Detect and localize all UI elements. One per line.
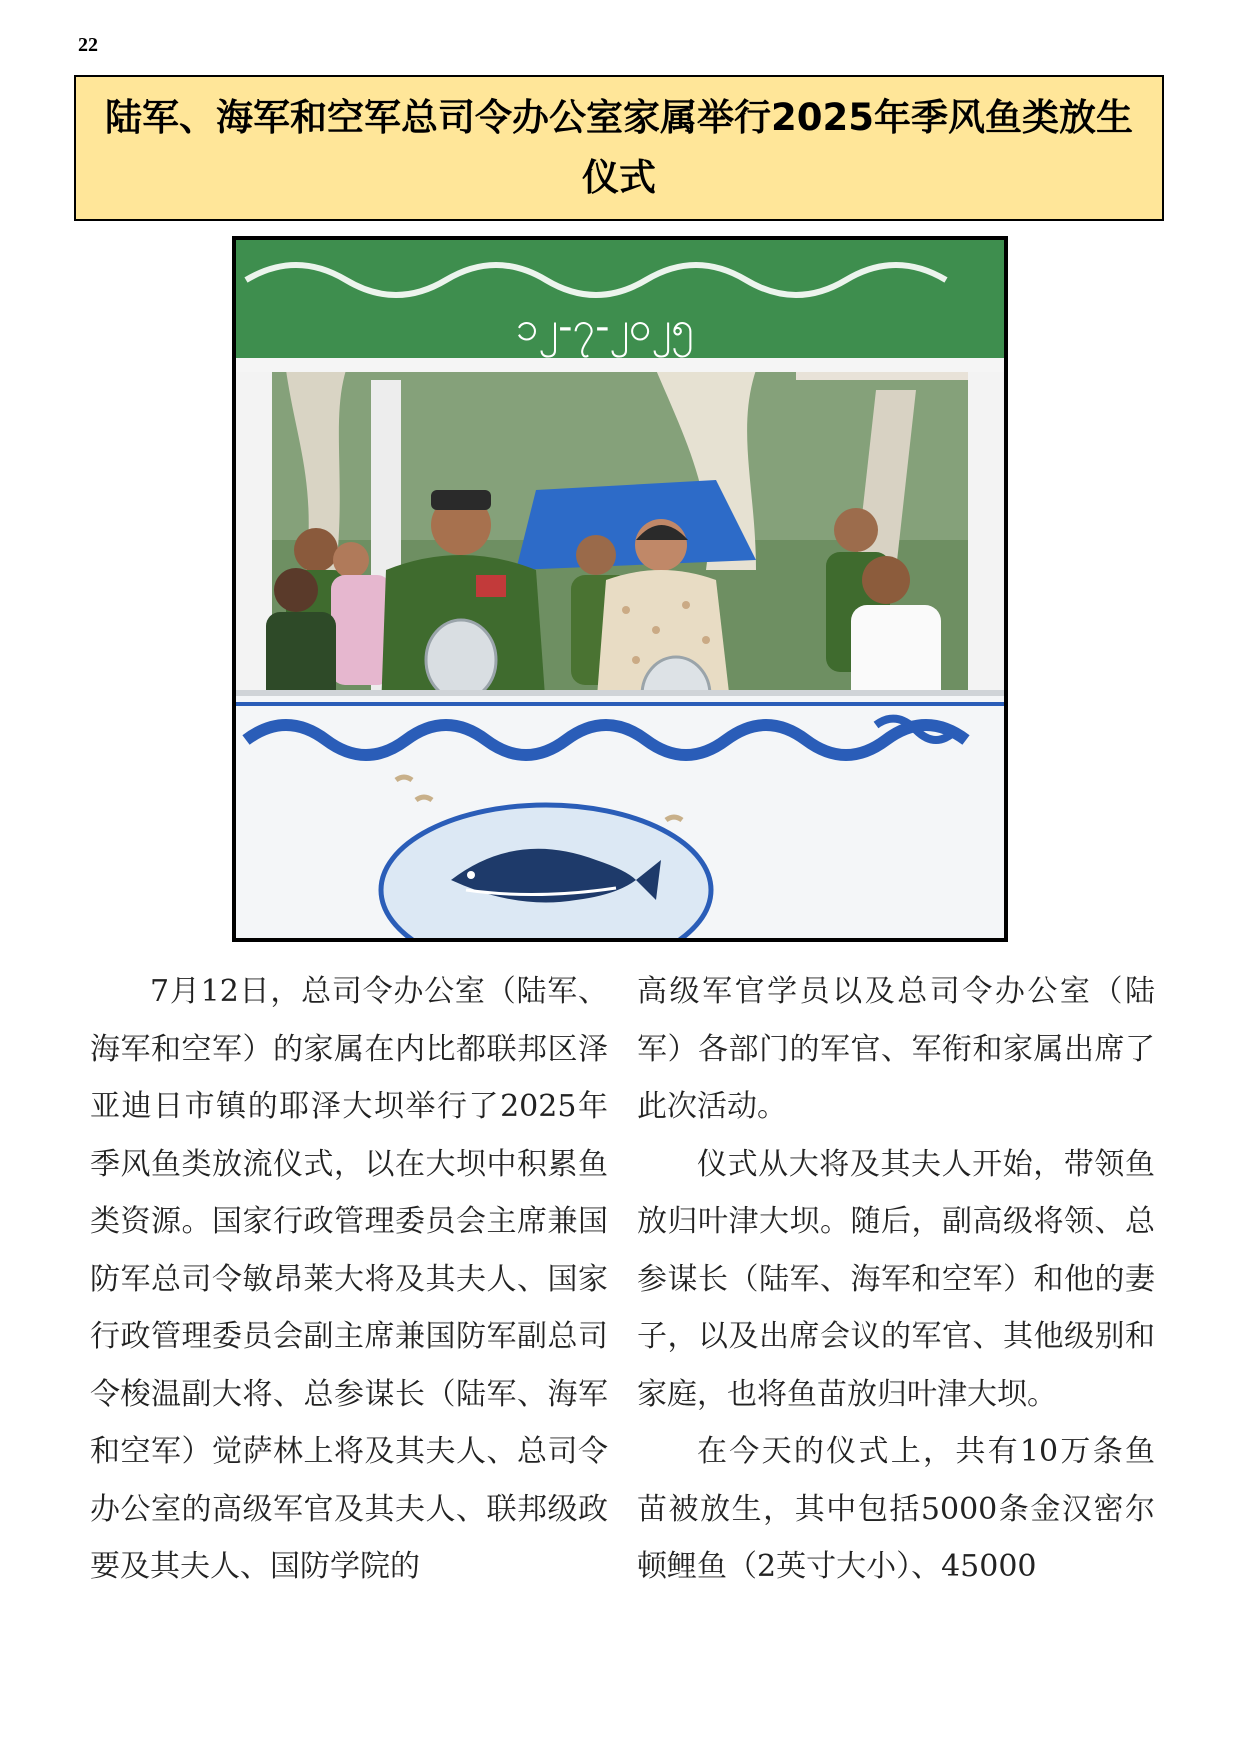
- paragraph: 7月12日，总司令办公室（陆军、海军和空军）的家属在内比都联邦区泽亚迪日市镇的耶泽大坝举行了2025年季风鱼类放流仪式，以在大坝中积累鱼类资源。国家行政管理委员会主席兼国防军总司令敏昂莱大将及其夫人、国家行政管理委员会副主席兼国防军副总司令梭温副大将、总参谋长（陆军、海军和空军）觉萨林上将及其夫人、总司令办公室的高级军官及其夫人、联邦级政要及其夫人、国防学院的: [90, 974, 608, 1584]
- banner-date: ၁၂-၇-၂၀၂၅: [516, 304, 694, 350]
- fish-release-ceremony-photo: [236, 240, 1004, 938]
- paragraph: 在今天的仪式上，共有10万条鱼苗被放生，其中包括5000条金汉密尔顿鲤鱼（2英寸大小）、45000: [637, 1434, 1155, 1584]
- paragraph: 高级军官学员以及总司令办公室（陆军）各部门的军官、军衔和家属出席了此次活动。: [637, 974, 1155, 1124]
- article-column-left: [90, 963, 608, 1596]
- page-number: 22: [78, 34, 98, 56]
- paragraph: 仪式从大将及其夫人开始，带领鱼放归叶津大坝。随后，副高级将领、总参谋长（陆军、海军和空军）和他的妻子，以及出席会议的军官、其他级别和家庭，也将鱼苗放归叶津大坝。: [637, 1146, 1155, 1412]
- news-photo: [232, 236, 1008, 942]
- article-column-right: [637, 963, 1155, 1596]
- article-title: 陆军、海军和空军总司令办公室家属举行2025年季风鱼类放生仪式: [105, 96, 1133, 199]
- fish-bowl-left: [426, 620, 496, 700]
- title-box: [74, 75, 1164, 221]
